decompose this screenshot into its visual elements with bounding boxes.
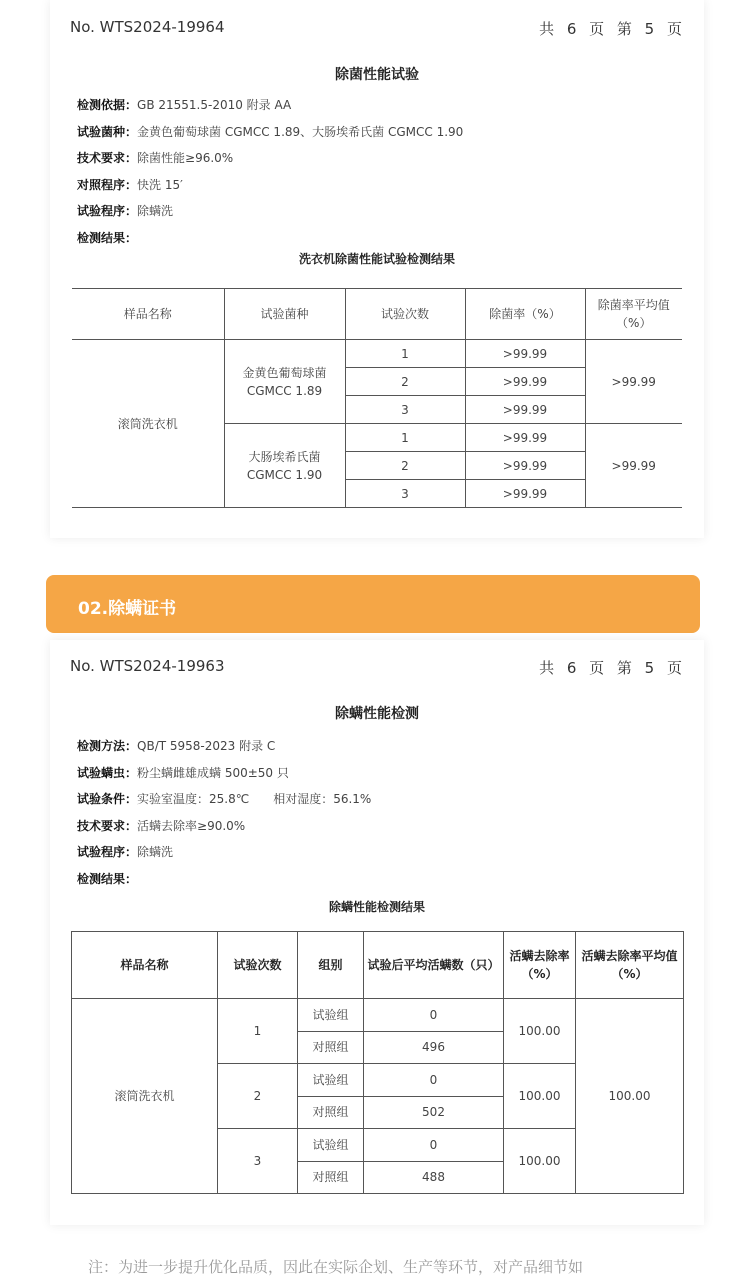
info-value: 除菌性能≥96.0% xyxy=(137,151,234,165)
table-title: 洗衣机除菌性能试验检测结果 xyxy=(298,252,455,266)
average-cell: >99.99 xyxy=(585,340,682,424)
column-header: 除菌率（%） xyxy=(465,289,585,340)
column-header: 除菌率平均值（%） xyxy=(585,289,682,340)
strain-cell: 大肠埃希氏菌 CGMCC 1.90 xyxy=(224,424,345,508)
rate-cell: >99.99 xyxy=(465,340,585,368)
column-header: 试验次数 xyxy=(218,932,298,999)
column-header: 样品名称 xyxy=(72,289,224,340)
run-cell: 2 xyxy=(345,368,465,396)
info-key: 对照程序： xyxy=(77,177,138,192)
strain-cell: 金黄色葡萄球菌 CGMCC 1.89 xyxy=(224,340,345,424)
group-cell: 试验组 xyxy=(298,1064,364,1097)
sample-name-cell: 滚筒洗衣机 xyxy=(72,340,224,508)
info-key: 技术要求： xyxy=(77,151,138,165)
info-row xyxy=(77,737,371,764)
info-key: 检测结果： xyxy=(77,871,138,886)
average-cell: >99.99 xyxy=(585,424,682,508)
rate-cell: >99.99 xyxy=(465,452,585,480)
run-cell: 1 xyxy=(218,999,298,1064)
info-value: 金黄色葡萄球菌 CGMCC 1.89、大肠埃希氏菌 CGMCC 1.90 xyxy=(137,124,464,139)
info-key: 试验程序： xyxy=(77,204,138,218)
report-number: No. WTS2024-19964 xyxy=(70,18,225,36)
report-number: No. WTS2024-19963 xyxy=(70,657,225,675)
run-cell: 2 xyxy=(218,1064,298,1129)
section-label: 02.除螨证书 xyxy=(78,599,177,619)
section-header-mite-removal xyxy=(46,575,700,633)
column-header: 试验菌种 xyxy=(224,289,345,340)
count-cell: 488 xyxy=(364,1161,504,1194)
info-value: GB 21551.5-2010 附录 AA xyxy=(137,98,292,112)
table-row xyxy=(72,999,684,1032)
report-title: 除螨性能检测 xyxy=(335,706,419,722)
count-cell: 496 xyxy=(364,1031,504,1064)
group-cell: 对照组 xyxy=(298,1161,364,1194)
info-key: 检测结果： xyxy=(77,230,138,245)
count-cell: 502 xyxy=(364,1096,504,1129)
sample-name-cell: 滚筒洗衣机 xyxy=(72,999,218,1194)
table-row xyxy=(72,340,682,368)
info-value: 除螨洗 xyxy=(137,845,174,859)
run-cell: 2 xyxy=(345,452,465,480)
report-card-mite-removal xyxy=(50,640,704,1225)
average-cell: 100.00 xyxy=(576,999,684,1194)
info-row xyxy=(77,202,463,229)
info-value: 快洗 15′ xyxy=(137,177,183,192)
column-header: 活螨去除率（%） xyxy=(504,932,576,999)
info-key: 检测方法： xyxy=(77,739,138,753)
table-header-row xyxy=(72,289,682,340)
sterilization-results-table xyxy=(72,288,682,508)
info-value: QB/T 5958-2023 附录 C xyxy=(137,739,276,753)
rate-cell: >99.99 xyxy=(465,396,585,424)
rate-cell: 100.00 xyxy=(504,1064,576,1129)
page-indicator: 共 6 页 第 5 页 xyxy=(539,659,686,677)
info-row xyxy=(77,123,463,150)
page-indicator: 共 6 页 第 5 页 xyxy=(539,20,686,38)
mite-results-table xyxy=(71,931,684,1194)
info-value: 除螨洗 xyxy=(137,204,174,218)
info-key: 技术要求： xyxy=(77,818,138,833)
count-cell: 0 xyxy=(364,1064,504,1097)
info-key: 试验螨虫： xyxy=(77,765,138,780)
info-row xyxy=(77,176,463,203)
run-cell: 3 xyxy=(218,1129,298,1194)
info-key: 试验条件： xyxy=(77,792,138,806)
footnote: 注：为进一步提升优化品质，因此在实际企划、生产等环节，对产品细节如 xyxy=(88,1258,584,1276)
run-cell: 1 xyxy=(345,424,465,452)
rate-cell: >99.99 xyxy=(465,368,585,396)
rate-cell: 100.00 xyxy=(504,1129,576,1194)
count-cell: 0 xyxy=(364,999,504,1032)
group-cell: 对照组 xyxy=(298,1096,364,1129)
group-cell: 对照组 xyxy=(298,1031,364,1064)
group-cell: 试验组 xyxy=(298,999,364,1032)
column-header: 组别 xyxy=(298,932,364,999)
info-row xyxy=(77,149,463,176)
table-header-row xyxy=(72,932,684,999)
info-row xyxy=(77,817,371,844)
column-header: 样品名称 xyxy=(72,932,218,999)
info-value: 实验室温度：25.8℃ 相对湿度：56.1% xyxy=(137,792,372,806)
info-key: 试验程序： xyxy=(77,845,138,859)
report-card-sterilization xyxy=(50,0,704,538)
report-title: 除菌性能试验 xyxy=(335,67,419,83)
group-cell: 试验组 xyxy=(298,1129,364,1162)
count-cell: 0 xyxy=(364,1129,504,1162)
rate-cell: 100.00 xyxy=(504,999,576,1064)
table-title: 除螨性能检测结果 xyxy=(328,900,425,914)
column-header: 试验次数 xyxy=(345,289,465,340)
info-list xyxy=(77,737,371,896)
run-cell: 3 xyxy=(345,480,465,508)
run-cell: 1 xyxy=(345,340,465,368)
run-cell: 3 xyxy=(345,396,465,424)
info-key: 试验菌种： xyxy=(77,124,138,139)
info-value: 活螨去除率≥90.0% xyxy=(137,818,246,833)
info-row xyxy=(77,764,371,791)
column-header: 活螨去除率平均值（%） xyxy=(576,932,684,999)
info-key: 检测依据： xyxy=(77,98,138,112)
info-row xyxy=(77,96,463,123)
info-list xyxy=(77,96,463,255)
info-row xyxy=(77,870,371,897)
info-row xyxy=(77,790,371,817)
rate-cell: >99.99 xyxy=(465,480,585,508)
column-header: 试验后平均活螨数（只） xyxy=(364,932,504,999)
info-value: 粉尘螨雌雄成螨 500±50 只 xyxy=(137,765,289,780)
info-row xyxy=(77,843,371,870)
rate-cell: >99.99 xyxy=(465,424,585,452)
